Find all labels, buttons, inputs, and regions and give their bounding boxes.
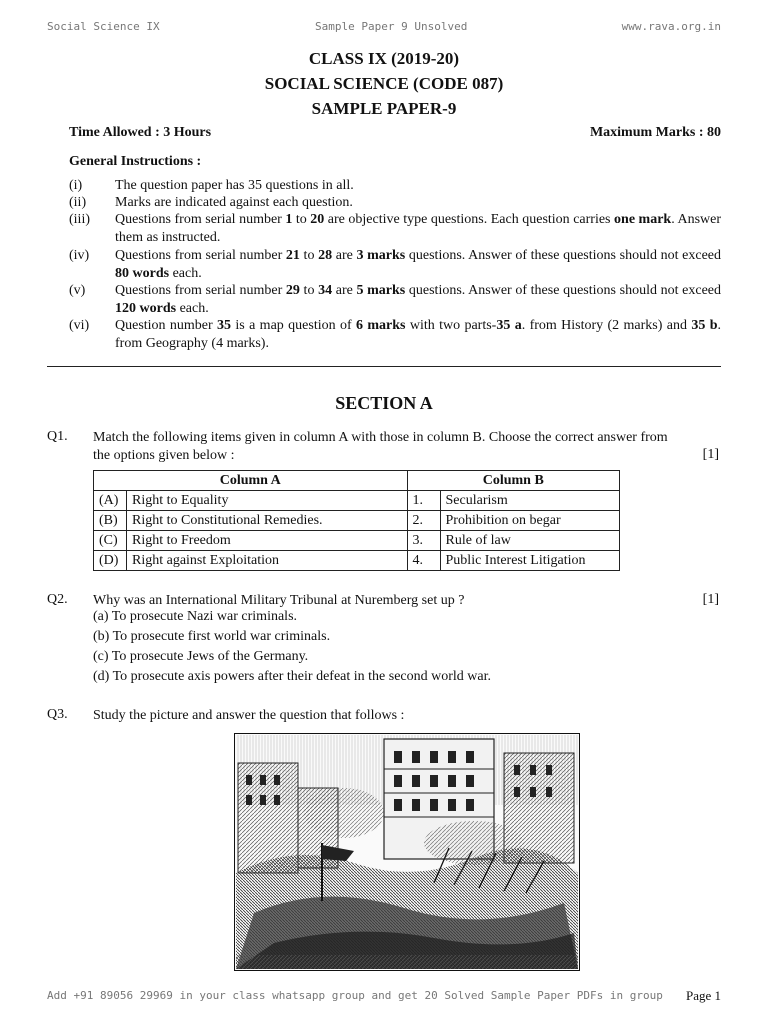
column-a-header: Column A xyxy=(94,471,408,491)
table-header-row xyxy=(94,471,620,491)
column-b-cell: Secularism xyxy=(440,491,619,511)
question-number: Q2. xyxy=(47,592,68,607)
question-text: Study the picture and answer the question that follows : xyxy=(93,708,405,723)
instruction-item: (i) The question paper has 35 questions in all. xyxy=(69,178,354,193)
question-marks: [1] xyxy=(702,592,719,607)
row-label: 1. xyxy=(407,491,440,511)
question-text: Match the following items given in column A with those in column B. Choose the correct answer from xyxy=(93,430,668,445)
question-number: Q3. xyxy=(47,707,68,722)
match-table xyxy=(93,470,620,571)
row-label: (D) xyxy=(94,551,127,571)
page-number: Page 1 xyxy=(685,988,721,1003)
instructions-heading: General Instructions : xyxy=(69,154,202,169)
title-subject: SOCIAL SCIENCE (CODE 087) xyxy=(264,74,504,93)
title-paper: SAMPLE PAPER-9 xyxy=(311,99,457,118)
column-b-cell: Public Interest Litigation xyxy=(440,551,619,571)
instruction-item: (iii) Questions from serial number 1 to 20 are objective type questions. Each question carries one mark. Answer them as instructed. xyxy=(69,212,722,245)
ground xyxy=(236,955,578,969)
table-row xyxy=(94,551,620,571)
time-allowed: Time Allowed : 3 Hours xyxy=(69,125,212,140)
column-a-cell: Right to Constitutional Remedies. xyxy=(127,511,408,531)
row-label: (A) xyxy=(94,491,127,511)
column-b-header: Column B xyxy=(407,471,619,491)
instruction-number: (vi) xyxy=(69,318,90,333)
column-a-cell: Right to Freedom xyxy=(127,531,408,551)
table-row xyxy=(94,491,620,511)
maximum-marks: Maximum Marks : 80 xyxy=(589,125,721,140)
table-row xyxy=(94,531,620,551)
column-a-cell: Right against Exploitation xyxy=(127,551,408,571)
column-b-cell: Rule of law xyxy=(440,531,619,551)
row-label: 4. xyxy=(407,551,440,571)
question-number: Q1. xyxy=(47,429,68,444)
option-d: (d) To prosecute axis powers after their defeat in the second world war. xyxy=(93,669,492,684)
instruction-number: (iv) xyxy=(69,248,90,263)
table-row xyxy=(94,511,620,531)
column-b-cell: Prohibition on begar xyxy=(440,511,619,531)
section-divider xyxy=(47,366,721,367)
row-label: 2. xyxy=(407,511,440,531)
column-a-cell: Right to Equality xyxy=(127,491,408,511)
option-b: (b) To prosecute first world war criminals. xyxy=(93,629,331,644)
header-paper: Sample Paper 9 Unsolved xyxy=(315,20,468,33)
instruction-number: (ii) xyxy=(69,195,87,210)
instruction-number: (iii) xyxy=(69,212,90,227)
question-text: Why was an International Military Tribunal at Nuremberg set up ? xyxy=(93,593,465,608)
instruction-item: (iv) Questions from serial number 21 to 28 are 3 marks questions. Answer of these questions should not exceed 80 words each. xyxy=(69,248,722,281)
question-text: the options given below : xyxy=(93,448,235,463)
header-subject: Social Science IX xyxy=(47,20,160,33)
row-label: (B) xyxy=(94,511,127,531)
footer-note: Add +91 89056 29969 in your class whatsapp group and get 20 Solved Sample Paper PDFs in group xyxy=(47,989,663,1002)
historical-picture xyxy=(234,733,580,971)
row-label: (C) xyxy=(94,531,127,551)
header-site: www.rava.org.in xyxy=(621,20,721,33)
question-marks: [1] xyxy=(702,447,719,462)
instruction-item: (ii) Marks are indicated against each question. xyxy=(69,195,353,210)
title-class: CLASS IX (2019-20) xyxy=(308,49,460,68)
instruction-item: (v) Questions from serial number 29 to 34 are 5 marks questions. Answer of these questions should not exceed 120 words each. xyxy=(69,283,722,316)
instruction-item: (vi) Question number 35 is a map question of 6 marks with two parts-35 a. from History (2 marks) and 35 b. from Geography (4 marks). xyxy=(69,318,722,351)
section-title: SECTION A xyxy=(335,393,433,413)
instruction-number: (v) xyxy=(69,283,86,298)
instruction-number: (i) xyxy=(69,178,83,193)
option-a: (a) To prosecute Nazi war criminals. xyxy=(93,609,298,624)
option-c: (c) To prosecute Jews of the Germany. xyxy=(93,649,309,664)
row-label: 3. xyxy=(407,531,440,551)
